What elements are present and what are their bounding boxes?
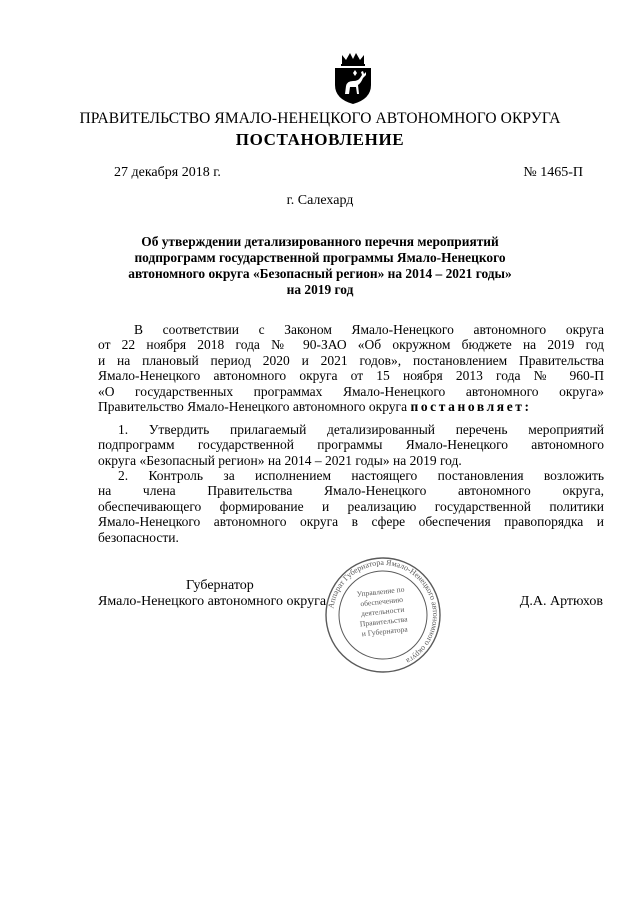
- stamp-ring-text: Аппарат Губернатора Ямало-Ненецкого автономного округа: [326, 557, 441, 666]
- text-line: и на плановый период 2020 и 2021 годов», постановлением Правительства: [98, 352, 604, 368]
- text-line: 2. Контроль за исполнением настоящего постановления возложить: [118, 468, 604, 483]
- preamble-paragraph: [98, 322, 604, 414]
- text-line: Ямало-Ненецкого автономного округа в сфере обеспечения правопорядка и: [98, 514, 604, 530]
- text-line: округа «Безопасный регион» на 2014 – 2021 годы» на 2019 год.: [98, 452, 462, 468]
- title-line: Об утверждении детализированного перечня мероприятий: [141, 234, 499, 249]
- text-line: 1. Утвердить прилагаемый детализированный перечень мероприятий: [118, 422, 604, 437]
- text-line: на члена Правительства Ямало-Ненецкого автономного округа,: [98, 483, 604, 499]
- decree-word: постановляет:: [410, 398, 532, 414]
- signatory-title: Губернатор: [186, 578, 254, 593]
- stamp-text-line: и Губернатора: [361, 624, 409, 639]
- stamp-text-line: Управление по: [356, 584, 405, 599]
- text-line: обеспечивающего формирование и реализацию государственной политики: [98, 498, 604, 514]
- item-2-paragraph: [98, 468, 604, 545]
- text-line: [98, 399, 604, 414]
- text-line: «О государственных программах Ямало-Ненецкого автономного округа»: [98, 383, 604, 399]
- government-name: ПРАВИТЕЛЬСТВО ЯМАЛО-НЕНЕЦКОГО АВТОНОМНОГО ОКРУГА: [79, 110, 561, 127]
- text-line: безопасности.: [98, 529, 179, 545]
- document-number: № 1465-П: [523, 165, 583, 180]
- document-type: ПОСТАНОВЛЕНИЕ: [235, 130, 405, 149]
- text-line: от 22 ноября 2018 года № 90-ЗАО «Об окружном бюджете на 2019 год: [98, 337, 604, 353]
- government-subject: Правительство Ямало-Ненецкого автономного округа: [98, 398, 408, 414]
- coat-of-arms-icon: [331, 51, 375, 105]
- item-1-paragraph: [98, 422, 604, 468]
- text-line: подпрограмм государственной программы Ямало-Ненецкого автономного: [98, 437, 604, 453]
- text-line: Ямало-Ненецкого автономного округа от 15 ноября 2013 года № 960-П: [98, 368, 604, 384]
- document-city: г. Салехард: [286, 193, 354, 208]
- signatory-name: Д.А. Артюхов: [519, 594, 603, 609]
- document-title: [110, 234, 530, 298]
- title-line: автономного округа «Безопасный регион» на 2014 – 2021 годы»: [128, 266, 512, 281]
- document-date: 27 декабря 2018 г.: [114, 165, 221, 180]
- title-line: подпрограмм государственной программы Ямало-Ненецкого: [134, 250, 506, 265]
- official-stamp-icon: [322, 556, 444, 674]
- text-line: В соответствии с Законом Ямало-Ненецкого автономного округа: [134, 322, 604, 337]
- stamp-text-line: деятельности: [360, 604, 405, 619]
- stamp-text-line: обеспечению: [359, 594, 404, 609]
- stamp-text-line: Правительства: [359, 614, 408, 629]
- title-line: на 2019 год: [286, 282, 354, 297]
- signatory-region: Ямало-Ненецкого автономного округа: [98, 594, 327, 609]
